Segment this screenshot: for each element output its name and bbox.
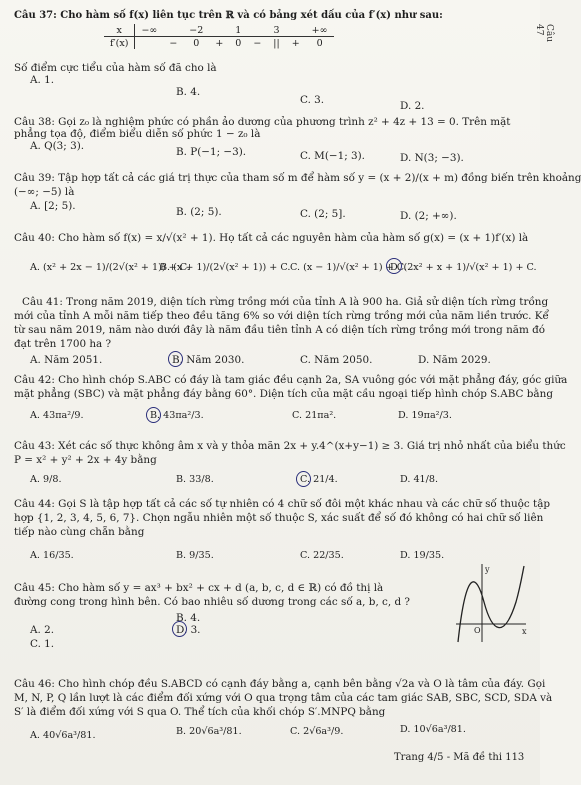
sign: +	[291, 37, 300, 49]
q37-sign-table	[104, 24, 334, 49]
q41-option-b[interactable]: B. Năm 2030.	[172, 354, 245, 366]
q38-option-a[interactable]: A. Q(3; 3).	[30, 140, 85, 152]
q39-option-b[interactable]: B. (2; 5).	[176, 206, 222, 218]
q40-option-a[interactable]: A. (x² + 2x − 1)/(2√(x² + 1)) + C.	[30, 262, 190, 273]
q38-option-d[interactable]: D. N(3; −3).	[400, 152, 464, 164]
q46-option-c[interactable]: C. 2√6a³/9.	[290, 726, 344, 737]
q43-option-c[interactable]: C. 21/4.	[300, 474, 338, 485]
q41-line2: mới của tỉnh A mỗi năm tiếp theo đều tăng 6% so với diện tích rừng trồng mới của năm liền trước. Kể	[14, 310, 549, 322]
q42-option-b[interactable]: B. 43πa²/3.	[150, 410, 204, 421]
answer-circle-mark	[172, 621, 187, 637]
q40-stem: Câu 40: Cho hàm số f(x) = x/√(x² + 1). Họ tất cả các nguyên hàm của hàm số g(x) = (x + 1)f′(x) là	[14, 232, 529, 244]
q41-line4: đạt trên 1700 ha ?	[14, 338, 112, 350]
answer-circle-mark	[296, 471, 311, 487]
q37-stem: Câu 37: Cho hàm số f(x) liên tục trên ℝ và có bảng xét dấu của f′(x) như sau:	[14, 10, 443, 21]
q45-option-b[interactable]: B. 4.	[176, 612, 201, 624]
q39-line1: Câu 39: Tập hợp tất cả các giá trị thực của tham số m để hàm số y = (x + 2)/(x + m) đồng biến trên khoảng	[14, 172, 581, 184]
q44-option-d[interactable]: D. 19/35.	[400, 550, 445, 561]
q45-option-a[interactable]: A. 2.	[30, 624, 55, 636]
q45-line2: đường cong trong hình bên. Có bao nhiêu số dương trong các số a, b, c, d ?	[14, 596, 410, 608]
q45-option-c[interactable]: C. 1.	[30, 638, 55, 650]
q46-line2: M, N, P, Q lần lượt là các điểm đối xứng với O qua trọng tâm của các tam giác SAB, SBC, SCD, SDA và	[14, 692, 553, 704]
sign: −	[169, 37, 178, 49]
q45-line1: Câu 45: Cho hàm số y = ax³ + bx² + cx + d (a, b, c, d ∈ ℝ) có đồ thị là	[14, 582, 384, 594]
answer-circle-mark	[146, 407, 161, 423]
q43-option-a[interactable]: A. 9/8.	[30, 474, 62, 485]
q37-option-b[interactable]: B. 4.	[176, 86, 201, 98]
origin-label: O	[474, 626, 481, 635]
q41-line3: từ sau năm 2019, năm nào dưới đây là năm đầu tiên tỉnh A có diện tích rừng trồng mới trong năm đó	[14, 324, 546, 336]
table-fp-label: f′(x)	[104, 37, 135, 50]
q37-option-c[interactable]: C. 3.	[300, 94, 325, 106]
q42-option-d[interactable]: D. 19πa²/3.	[398, 410, 452, 421]
x-axis-label: x	[522, 627, 527, 636]
x-val: 3	[267, 24, 285, 37]
q43-option-b[interactable]: B. 33/8.	[176, 474, 214, 485]
table-x-label: x	[104, 24, 135, 37]
sign: 0	[235, 37, 242, 49]
q44-line1: Câu 44: Gọi S là tập hợp tất cả các số tự nhiên có 4 chữ số đôi một khác nhau và các chữ số thuộc tập	[14, 498, 551, 510]
q39-option-a[interactable]: A. [2; 5).	[30, 200, 76, 212]
y-axis-label: y	[485, 565, 490, 574]
sign: 0	[193, 37, 200, 49]
q41-option-a[interactable]: A. Năm 2051.	[30, 354, 103, 366]
q41-line1: Câu 41: Trong năm 2019, diện tích rừng trồng mới của tỉnh A là 900 ha. Giả sử diện tích rừng trồng	[22, 296, 549, 308]
page-footer: Trang 4/5 - Mã đề thi 113	[394, 752, 525, 763]
q43-line1: Câu 43: Xét các số thực không âm x và y thỏa mãn 2x + y.4^(x+y−1) ≥ 3. Giá trị nhỏ nhất của biểu thức	[14, 440, 566, 452]
q41-option-d[interactable]: D. Năm 2029.	[418, 354, 491, 366]
q38-option-b[interactable]: B. P(−1; −3).	[176, 146, 247, 158]
q44-option-c[interactable]: C. 22/35.	[300, 550, 344, 561]
q42-line1: Câu 42: Cho hình chóp S.ABC có đáy là tam giác đều cạnh 2a, SA vuông góc với mặt phẳng đáy, góc giữa	[14, 374, 568, 386]
q40-option-d[interactable]: D. (2x² + x + 1)/√(x² + 1) + C.	[390, 262, 537, 273]
q46-option-a[interactable]: A. 40√6a³/81.	[30, 730, 96, 741]
q39-line2: (−∞; −5) là	[14, 186, 75, 198]
q43-line2: P = x² + y² + 2x + 4y bằng	[14, 454, 157, 466]
x-val: −∞	[135, 24, 163, 37]
q44-line3: tiếp nào cùng chẵn bằng	[14, 526, 145, 538]
q43-option-d[interactable]: D. 41/8.	[400, 474, 439, 485]
x-val: −2	[183, 24, 209, 37]
q40-option-b[interactable]: B. (x + 1)/(2√(x² + 1)) + C.	[160, 262, 291, 273]
q39-option-d[interactable]: D. (2; +∞).	[400, 210, 457, 222]
q44-option-b[interactable]: B. 9/35.	[176, 550, 214, 561]
q37-option-d[interactable]: D. 2.	[400, 100, 425, 112]
q42-line2: mặt phẳng (SBC) và mặt phẳng đáy bằng 60°. Diện tích của mặt cầu ngoại tiếp hình chóp S.ABC bằng	[14, 388, 553, 400]
q46-option-d[interactable]: D. 10√6a³/81.	[400, 724, 466, 735]
q40-option-c[interactable]: C. (x − 1)/√(x² + 1) + C.	[290, 262, 407, 273]
cubic-curve	[458, 566, 524, 642]
q46-line1: Câu 46: Cho hình chóp đều S.ABCD có cạnh đáy bằng a, cạnh bên bằng √2a và O là tâm của đáy. Gọi	[14, 678, 546, 690]
q45-cubic-graph	[452, 562, 530, 644]
side-handwritten-note: Câu 47	[534, 24, 554, 43]
q39-option-c[interactable]: C. (2; 5].	[300, 208, 346, 220]
answer-circle-mark	[168, 351, 183, 367]
sign: −	[253, 37, 262, 49]
q42-option-c[interactable]: C. 21πa².	[292, 410, 337, 421]
q45-option-d[interactable]: D. 3.	[176, 624, 201, 636]
q38-option-c[interactable]: C. M(−1; 3).	[300, 150, 365, 162]
x-val: 1	[229, 24, 247, 37]
q42-option-a[interactable]: A. 43πa²/9.	[30, 410, 84, 421]
q38-line1: Câu 38: Gọi z₀ là nghiệm phức có phần ảo dương của phương trình z² + 4z + 13 = 0. Trên mặt	[14, 116, 511, 128]
q38-line2: phẳng tọa độ, điểm biểu diễn số phức 1 − z₀ là	[14, 128, 261, 140]
q37-question: Số điểm cực tiểu của hàm số đã cho là	[14, 62, 217, 74]
sign: ||	[273, 37, 280, 49]
sign: +	[215, 37, 224, 49]
q37-option-a[interactable]: A. 1.	[30, 74, 55, 86]
x-val: +∞	[306, 24, 334, 37]
sign: 0	[316, 37, 323, 49]
q46-line3: S′ là điểm đối xứng với S qua O. Thể tích của khối chóp S′.MNPQ bằng	[14, 706, 386, 718]
q44-line2: hợp {1, 2, 3, 4, 5, 6, 7}. Chọn ngẫu nhiên một số thuộc S, xác suất để số đó không có hai chữ số liên	[14, 512, 544, 524]
q46-option-b[interactable]: B. 20√6a³/81.	[176, 726, 242, 737]
q44-option-a[interactable]: A. 16/35.	[30, 550, 74, 561]
answer-circle-mark	[386, 258, 402, 274]
q41-option-c[interactable]: C. Năm 2050.	[300, 354, 373, 366]
